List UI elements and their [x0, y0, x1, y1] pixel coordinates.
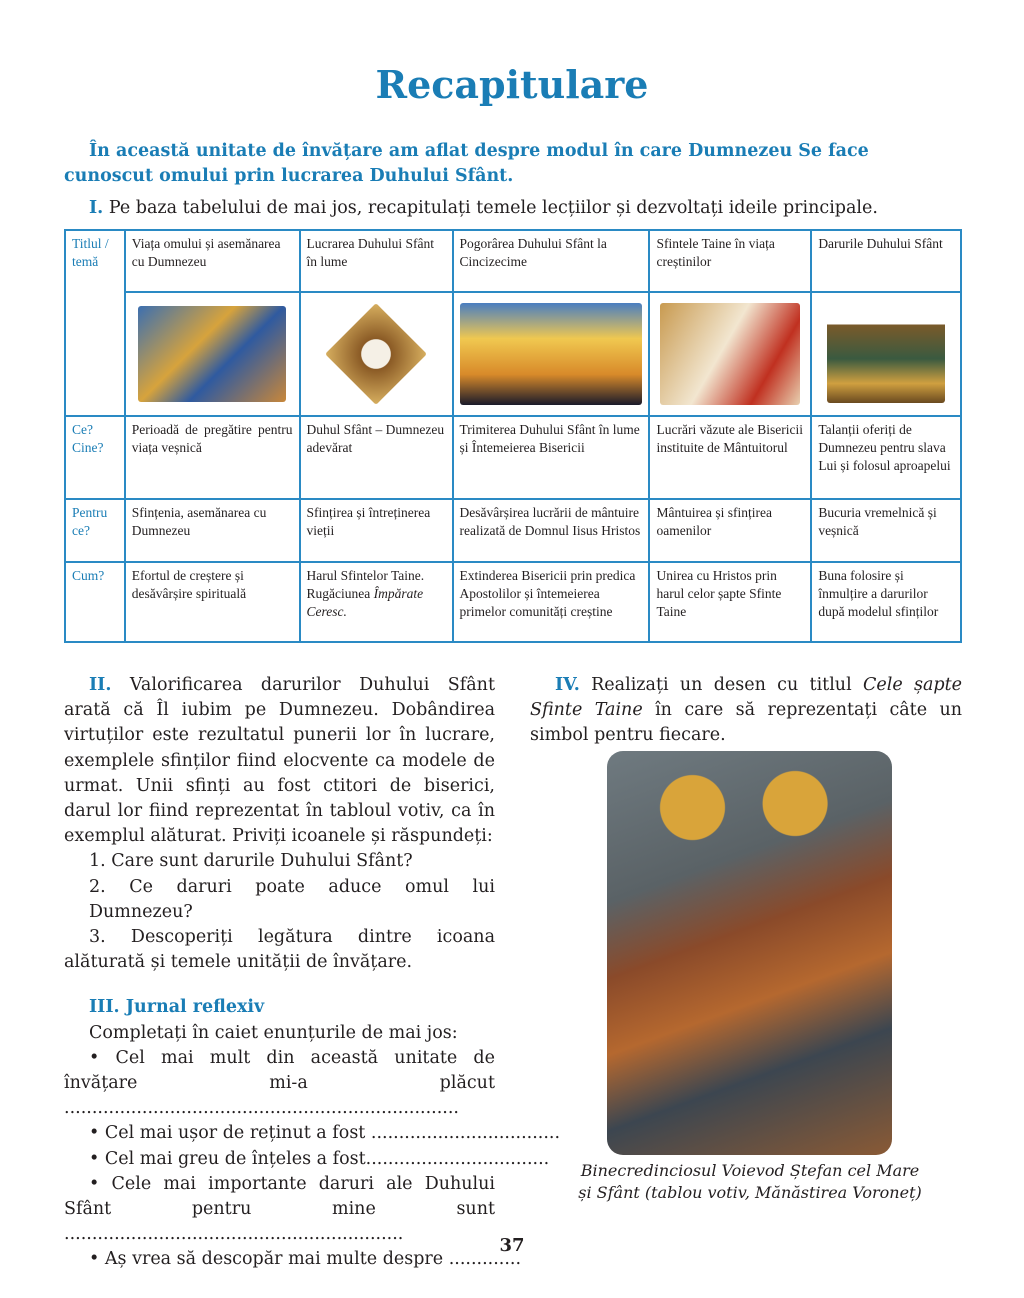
caption-line: și Sfânt (tablou votiv, Mănăstirea Voroneț): [578, 1183, 922, 1202]
table-cell: Unirea cu Hristos prin harul celor șapte Sfinte Taine: [649, 562, 811, 642]
fresco-icon: [138, 306, 286, 402]
table-row-theme: [65, 230, 961, 292]
pentecost-icon: [460, 303, 642, 405]
table-row-images: [65, 292, 961, 416]
table-cell: Mântuirea și sfințirea oamenilor: [649, 499, 811, 562]
intro-text: În această unitate de învățare am aflat despre modul în care Dumnezeu Se face cunoscut omului prin lucrarea Duhului Sfânt.: [64, 141, 869, 186]
table-row-why: [65, 499, 961, 562]
section-1-number: I.: [89, 198, 104, 218]
table-cell: [300, 562, 453, 642]
section-4-number: IV.: [555, 675, 580, 695]
table-cell: Darurile Duhului Sfânt: [811, 230, 961, 292]
votive-painting-image: [607, 751, 892, 1155]
row-header: Cum?: [65, 562, 125, 642]
table-cell: Bucuria vremelnică și veșnică: [811, 499, 961, 562]
table-cell: Perioadă de pregătire pentru viața veșnică: [125, 416, 300, 499]
table-cell: Efortul de creștere și desăvârșire spirituală: [125, 562, 300, 642]
table-cell: Lucrări văzute ale Bisericii instituite de Mântuitorul: [649, 416, 811, 499]
page-number: 37: [499, 1235, 525, 1256]
image-caption: [560, 1160, 940, 1204]
section-3-instruction: Completați în caiet enunțurile de mai jos:: [89, 1022, 458, 1043]
section-3-title: III. Jurnal reflexiv: [89, 997, 265, 1018]
section-1-instruction: [89, 196, 969, 221]
table-cell: Desăvârșirea lucrării de mântuire realizată de Domnul Iisus Hristos: [453, 499, 650, 562]
table-cell: Duhul Sfânt – Dumnezeu adevărat: [300, 416, 453, 499]
section-2-text: [64, 673, 495, 849]
journal-item: • Aș vrea să descopăr mai multe despre .............: [89, 1249, 522, 1270]
holy-spirit-dove-icon: [325, 303, 427, 405]
table-cell: Pogorârea Duhului Sfânt la Cincizecime: [453, 230, 650, 292]
table-cell: Viața omului și asemănarea cu Dumnezeu: [125, 230, 300, 292]
page-title: Recapitulare: [375, 62, 649, 107]
journal-item: • Cel mai mult din această unitate de învățare mi-a plăcut .......................................................................: [64, 1047, 495, 1119]
journal-item: • Cel mai greu de înțeles a fost.................................: [89, 1148, 550, 1169]
question: 1. Care sunt darurile Duhului Sfânt?: [89, 851, 413, 872]
section-2-body: Valorificarea darurilor Duhului Sfânt arată că Îl iubim pe Dumnezeu. Dobândirea virtuților este rezultatul punerii lor în lucrare, exemplele sfinților fiind elocvente ca modele de urmat. Unii sfinți au fost ctitori de biserici, darul lor fiind reprezentat în tabloul votiv, ca în exemplul alăturat. Priviți icoanele și răspundeți:: [64, 675, 495, 847]
question: 3. Descoperiți legătura dintre icoana alăturată și temele unității de învățare.: [64, 927, 495, 973]
caption-line: Binecredinciosul Voievod Ștefan cel Mare: [580, 1161, 920, 1180]
section-4-text: [530, 673, 962, 749]
journal-item: • Cele mai importante daruri ale Duhului Sfânt pentru mine sunt .............................................................: [64, 1173, 495, 1245]
recap-table: [64, 229, 962, 643]
table-cell: Buna folosire și înmulțire a darurilor după modelul sfinților: [811, 562, 961, 642]
section-4-text-end: în care să reprezentați câte un simbol pentru fiecare.: [530, 700, 962, 746]
cell-text: Harul Sfintelor Taine. Rugăciunea: [306, 568, 425, 601]
table-cell: Talanții oferiți de Dumnezeu pentru slava Lui și folosul aproapelui: [811, 416, 961, 499]
table-row-how: [65, 562, 961, 642]
section-2-number: II.: [89, 675, 112, 695]
table-cell: Sfințirea și întreținerea vieții: [300, 499, 453, 562]
row-header: Pentru ce?: [65, 499, 125, 562]
row-header: Titlul / temă: [65, 230, 125, 416]
table-cell: Sfintele Taine în viața creștinilor: [649, 230, 811, 292]
table-cell: Extinderea Bisericii prin predica Apostolilor și întemeierea primelor comunități creștine: [453, 562, 650, 642]
drawing-title: Cele șapte Sfinte Taine: [530, 675, 962, 721]
table-cell: Lucrarea Duhului Sfânt în lume: [300, 230, 453, 292]
section-4-text-start: Realizați un desen cu titlul: [591, 675, 852, 695]
altar-table-icon: [827, 305, 945, 403]
journal-item: • Cel mai ușor de reținut a fost ..................................: [89, 1123, 561, 1144]
table-row-what: [65, 416, 961, 499]
question: 2. Ce daruri poate aduce omul lui Dumnezeu?: [89, 876, 495, 922]
table-cell: Sfințenia, asemănarea cu Dumnezeu: [125, 499, 300, 562]
row-header: Ce? Cine?: [65, 416, 125, 499]
prayer-title: Împărate Ceresc.: [306, 586, 424, 619]
altar-sacraments-icon: [660, 303, 800, 405]
table-cell: Trimiterea Duhului Sfânt în lume și Întemeierea Bisericii: [453, 416, 650, 499]
section-1-text: Pe baza tabelului de mai jos, recapitulați temele lecțiilor și dezvoltați ideile principale.: [108, 198, 878, 218]
